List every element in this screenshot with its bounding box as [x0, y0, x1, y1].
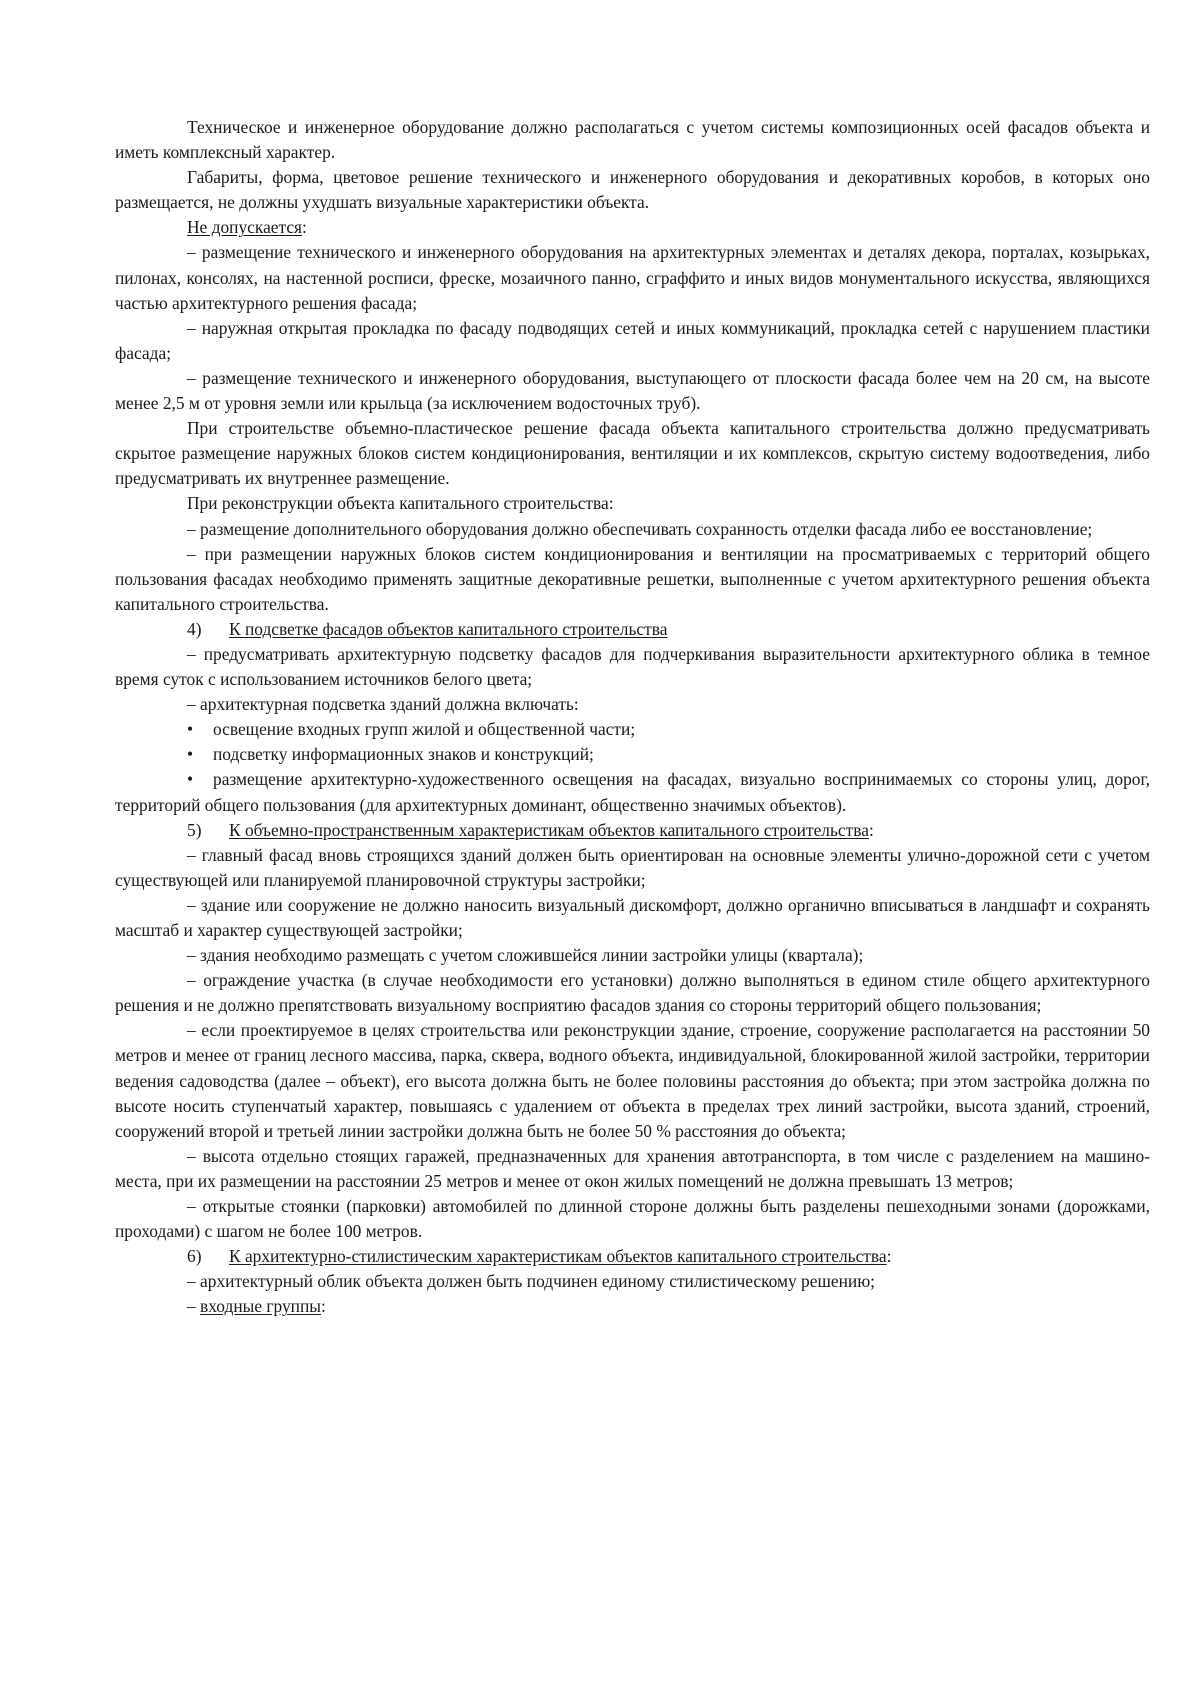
bullet-icon: • [187, 719, 194, 740]
section-heading [115, 617, 1150, 642]
underlined-heading: К архитектурно-стилистическим характеристикам объектов капитального строительства [229, 1246, 887, 1267]
list-item: – предусматривать архитектурную подсветку фасадов для подчеркивания выразительности архитектурного облика в темное время суток с использованием источников белого цвета; [115, 643, 1150, 690]
list-item: – главный фасад вновь строящихся зданий должен быть ориентирован на основные элементы улично-дорожной сети с учетом существующей или планируемой планировочной структуры застройки; [115, 844, 1150, 890]
underlined-heading: К объемно-пространственным характеристикам объектов капитального строительства [229, 819, 869, 840]
bullet-item [115, 767, 1150, 817]
heading-suffix: : [302, 217, 307, 238]
underlined-heading: входные группы [200, 1296, 321, 1317]
list-item: – архитектурная подсветка зданий должна включать: [187, 694, 579, 715]
heading-suffix: : [320, 1296, 326, 1317]
section-heading [115, 818, 1150, 843]
document-page [115, 115, 1150, 1320]
paragraph [115, 215, 1150, 240]
list-item: – открытые стоянки (парковки) автомобилей по длинной стороне должны быть разделены пешеходными зонами (дорожками, проходами) с шагом не более 100 метров. [115, 1196, 1150, 1242]
list-item [115, 1294, 1150, 1319]
underlined-heading: Не допускается [187, 217, 303, 238]
list-item: – размещение дополнительного оборудования должно обеспечивать сохранность отделки фасада либо ее восстановление; [187, 518, 1093, 539]
list-item: – архитектурный облик объекта должен быть подчинен единому стилистическому решению; [187, 1271, 876, 1292]
bullet-text: размещение архитектурно-художественного освещения на фасадах, визуально воспринимаемых со стороны улиц, дорог, территорий общего пользования (для архитектурных доминант, общественно значимых объектов). [115, 769, 1150, 815]
section-number: 4) [187, 618, 202, 639]
list-item: – размещение технического и инженерного оборудования, выступающего от плоскости фасада более чем на 20 см, на высоте менее 2,5 м от уровня земли или крыльца (за исключением водосточных труб). [115, 367, 1150, 414]
list-dash: – [187, 1296, 201, 1317]
bullet-icon: • [187, 769, 194, 790]
heading-suffix: : [868, 819, 874, 840]
section-number: 6) [187, 1246, 202, 1267]
underlined-heading: К подсветке фасадов объектов капитального строительства [229, 618, 668, 639]
list-item: – если проектируемое в целях строительства или реконструкции здание, строение, сооружение располагается на расстоянии 50 метров и менее от границ лесного массива, парка, сквера, водного объекта, индивидуальной, блокированной жилой застройки, территории ведения садоводства (далее – объект), его высота должна быть не более половины расстояния до объекта; при этом застройка должна по высоте носить ступенчатый характер, повышаясь с удалением от объекта в пределах трех линий застройки, высота зданий, строений, сооружений второй и третьей линии застройки должна быть не более 50 % расстояния до объекта; [115, 1020, 1150, 1141]
list-item: – здание или сооружение не должно наносить визуальный дискомфорт, должно органично вписываться в ландшафт и сохранять масштаб и характер существующей застройки; [115, 894, 1150, 940]
list-item: – ограждение участка (в случае необходимости его установки) должно выполняться в едином стиле общего архитектурного решения и не должно препятствовать визуальному восприятию фасадов здания со стороны территорий общего пользования; [115, 970, 1150, 1016]
list-item: – здания необходимо размещать с учетом сложившейся линии застройки улицы (квартала); [187, 945, 864, 966]
list-item: – наружная открытая прокладка по фасаду подводящих сетей и иных коммуникаций, прокладка сетей с нарушением пластики фасада; [115, 317, 1150, 363]
heading-suffix: : [886, 1246, 892, 1267]
paragraph: Габариты, форма, цветовое решение технического и инженерного оборудования и декоративных коробов, в которых оно размещается, не должны ухудшать визуальные характеристики объекта. [115, 167, 1150, 213]
section-heading [115, 1244, 1150, 1269]
bullet-text: подсветку информационных знаков и конструкций; [213, 744, 594, 765]
paragraph: Техническое и инженерное оборудование должно располагаться с учетом системы композиционных осей фасадов объекта и иметь комплексный характер. [115, 117, 1150, 163]
bullet-item [115, 717, 1150, 742]
list-item: – высота отдельно стоящих гаражей, предназначенных для хранения автотранспорта, в том числе с разделением на машино-места, при их размещении на расстоянии 25 метров и менее от окон жилых помещений не должна превышать 13 метров; [115, 1145, 1150, 1191]
paragraph: При реконструкции объекта капитального строительства: [187, 493, 614, 514]
bullet-icon: • [187, 744, 194, 765]
section-number: 5) [187, 819, 202, 840]
list-item: – при размещении наружных блоков систем кондиционирования и вентиляции на просматриваемых с территорий общего пользования фасадах необходимо применять защитные декоративные решетки, выполненные с учетом архитектурного решения объекта капитального строительства. [115, 543, 1150, 614]
paragraph: При строительстве объемно-пластическое решение фасада объекта капитального строительства должно предусматривать скрытое размещение наружных блоков систем кондиционирования, вентиляции и их комплексов, скрытую систему водоотведения, либо предусматривать их внутреннее размещение. [115, 418, 1150, 489]
bullet-item [115, 742, 1150, 767]
bullet-text: освещение входных групп жилой и общественной части; [213, 719, 636, 740]
list-item: – размещение технического и инженерного оборудования на архитектурных элементах и деталях декора, порталах, козырьках, пилонах, консолях, на настенной росписи, фреске, мозаичного панно, сграффито и иных видов монументального искусства, являющихся частью архитектурного решения фасада; [115, 242, 1150, 313]
